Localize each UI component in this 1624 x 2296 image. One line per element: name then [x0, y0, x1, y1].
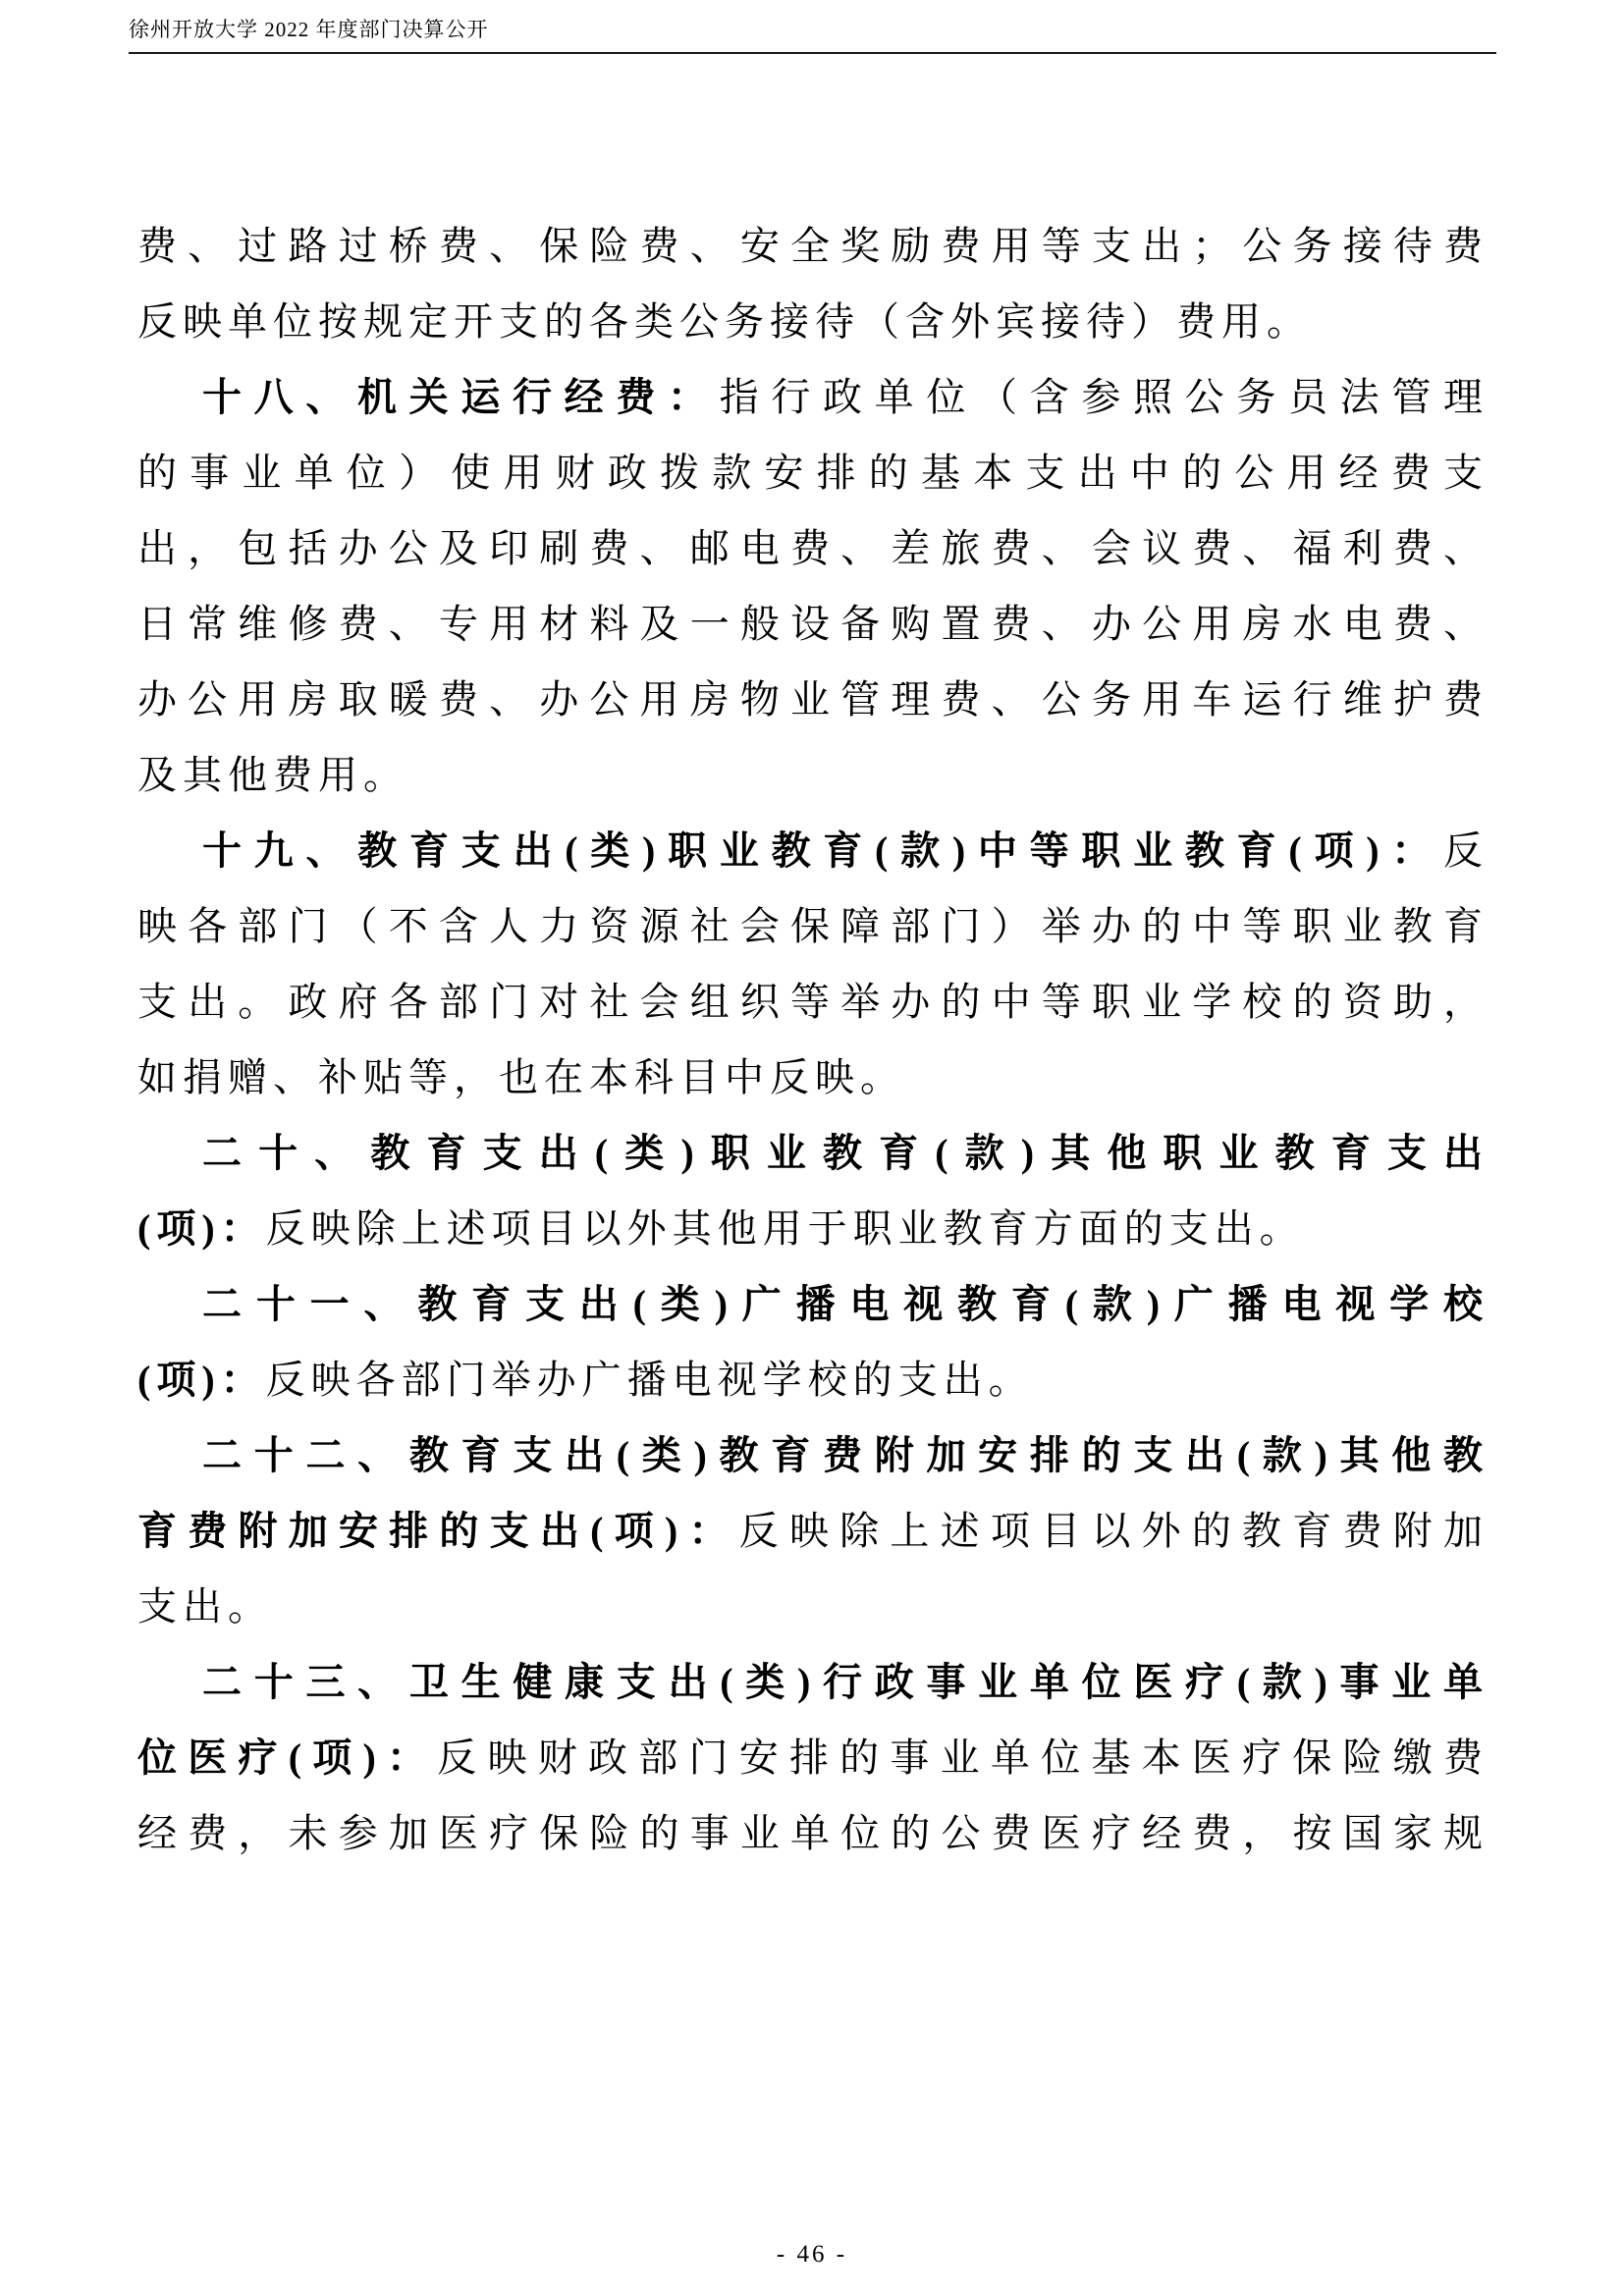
- text-line: [137, 1266, 1489, 1342]
- text-segment: 及其他费用。: [137, 753, 408, 797]
- text-segment: 反映单位按规定开支的各类公务接待（含外宾接待）费用。: [137, 299, 1312, 344]
- heading-segment: (项)：: [137, 1206, 266, 1251]
- heading-segment: 育费附加安排的支出(项)：: [137, 1509, 739, 1553]
- text-line: [137, 1040, 1489, 1115]
- text-line: [137, 1720, 1489, 1795]
- text-line: [137, 1115, 1489, 1191]
- text-segment: 办公用房取暖费、办公用房物业管理费、公务用车运行维护费: [137, 677, 1489, 721]
- heading-segment: 位医疗(项)：: [137, 1735, 438, 1780]
- text-line: [137, 737, 1489, 813]
- text-segment: 反映财政部门安排的事业单位基本医疗保险缴费: [437, 1735, 1489, 1780]
- text-segment: 映各部门（不含人力资源社会保障部门）举办的中等职业教育: [137, 904, 1489, 948]
- text-line: [137, 1191, 1489, 1266]
- heading-segment: (项)：: [137, 1358, 266, 1402]
- heading-segment: 二十一、教育支出(类)广播电视教育(款)广播电视学校: [202, 1282, 1489, 1326]
- text-line: [137, 1417, 1489, 1493]
- text-segment: 如捐赠、补贴等，也在本科目中反映。: [137, 1055, 905, 1099]
- text-line: [137, 1342, 1489, 1417]
- heading-segment: 十八、机关运行经费：: [202, 375, 720, 419]
- document-body: [137, 208, 1489, 1871]
- text-line: [137, 888, 1489, 964]
- text-line: [137, 1795, 1489, 1871]
- heading-segment: 十九、教育支出(类)职业教育(款)中等职业教育(项)：: [202, 828, 1443, 873]
- text-segment: 出，包括办公及印刷费、邮电费、差旅费、会议费、福利费、: [137, 526, 1489, 570]
- text-line: [137, 813, 1489, 888]
- page-header: [129, 14, 1496, 54]
- text-line: [137, 586, 1489, 662]
- text-segment: 的事业单位）使用财政拨款安排的基本支出中的公用经费支: [137, 451, 1489, 495]
- text-line: [137, 284, 1489, 359]
- text-segment: 反映各部门举办广播电视学校的支出。: [265, 1358, 1034, 1402]
- text-segment: 反: [1443, 828, 1489, 873]
- text-line: [137, 1644, 1489, 1720]
- heading-segment: 二十、教育支出(类)职业教育(款)其他职业教育支出: [202, 1131, 1489, 1175]
- text-segment: 反映除上述项目以外其他用于职业教育方面的支出。: [265, 1206, 1305, 1251]
- text-segment: 费、过路过桥费、保险费、安全奖励费用等支出；公务接待费: [137, 224, 1489, 268]
- text-line: [137, 662, 1489, 737]
- text-segment: 指行政单位（含参照公务员法管理: [719, 375, 1489, 419]
- text-segment: 经费，未参加医疗保险的事业单位的公费医疗经费，按国家规: [137, 1811, 1489, 1855]
- text-line: [137, 1569, 1489, 1644]
- text-line: [137, 510, 1489, 586]
- text-segment: 日常维修费、专用材料及一般设备购置费、办公用房水电费、: [137, 602, 1489, 646]
- page-number: - 46 -: [776, 2241, 848, 2268]
- text-line: [137, 359, 1489, 435]
- text-line: [137, 208, 1489, 284]
- heading-segment: 二十二、教育支出(类)教育费附加安排的支出(款)其他教: [202, 1433, 1489, 1477]
- heading-segment: 二十三、卫生健康支出(类)行政事业单位医疗(款)事业单: [202, 1660, 1489, 1704]
- text-line: [137, 964, 1489, 1040]
- text-line: [137, 435, 1489, 510]
- header-title: 徐州开放大学 2022 年度部门决算公开: [129, 18, 489, 41]
- page-footer: [0, 2241, 1624, 2269]
- text-segment: 支出。政府各部门对社会组织等举办的中等职业学校的资助，: [137, 980, 1489, 1024]
- text-segment: 支出。: [137, 1584, 273, 1629]
- text-line: [137, 1493, 1489, 1569]
- text-segment: 反映除上述项目以外的教育费附加: [738, 1509, 1489, 1553]
